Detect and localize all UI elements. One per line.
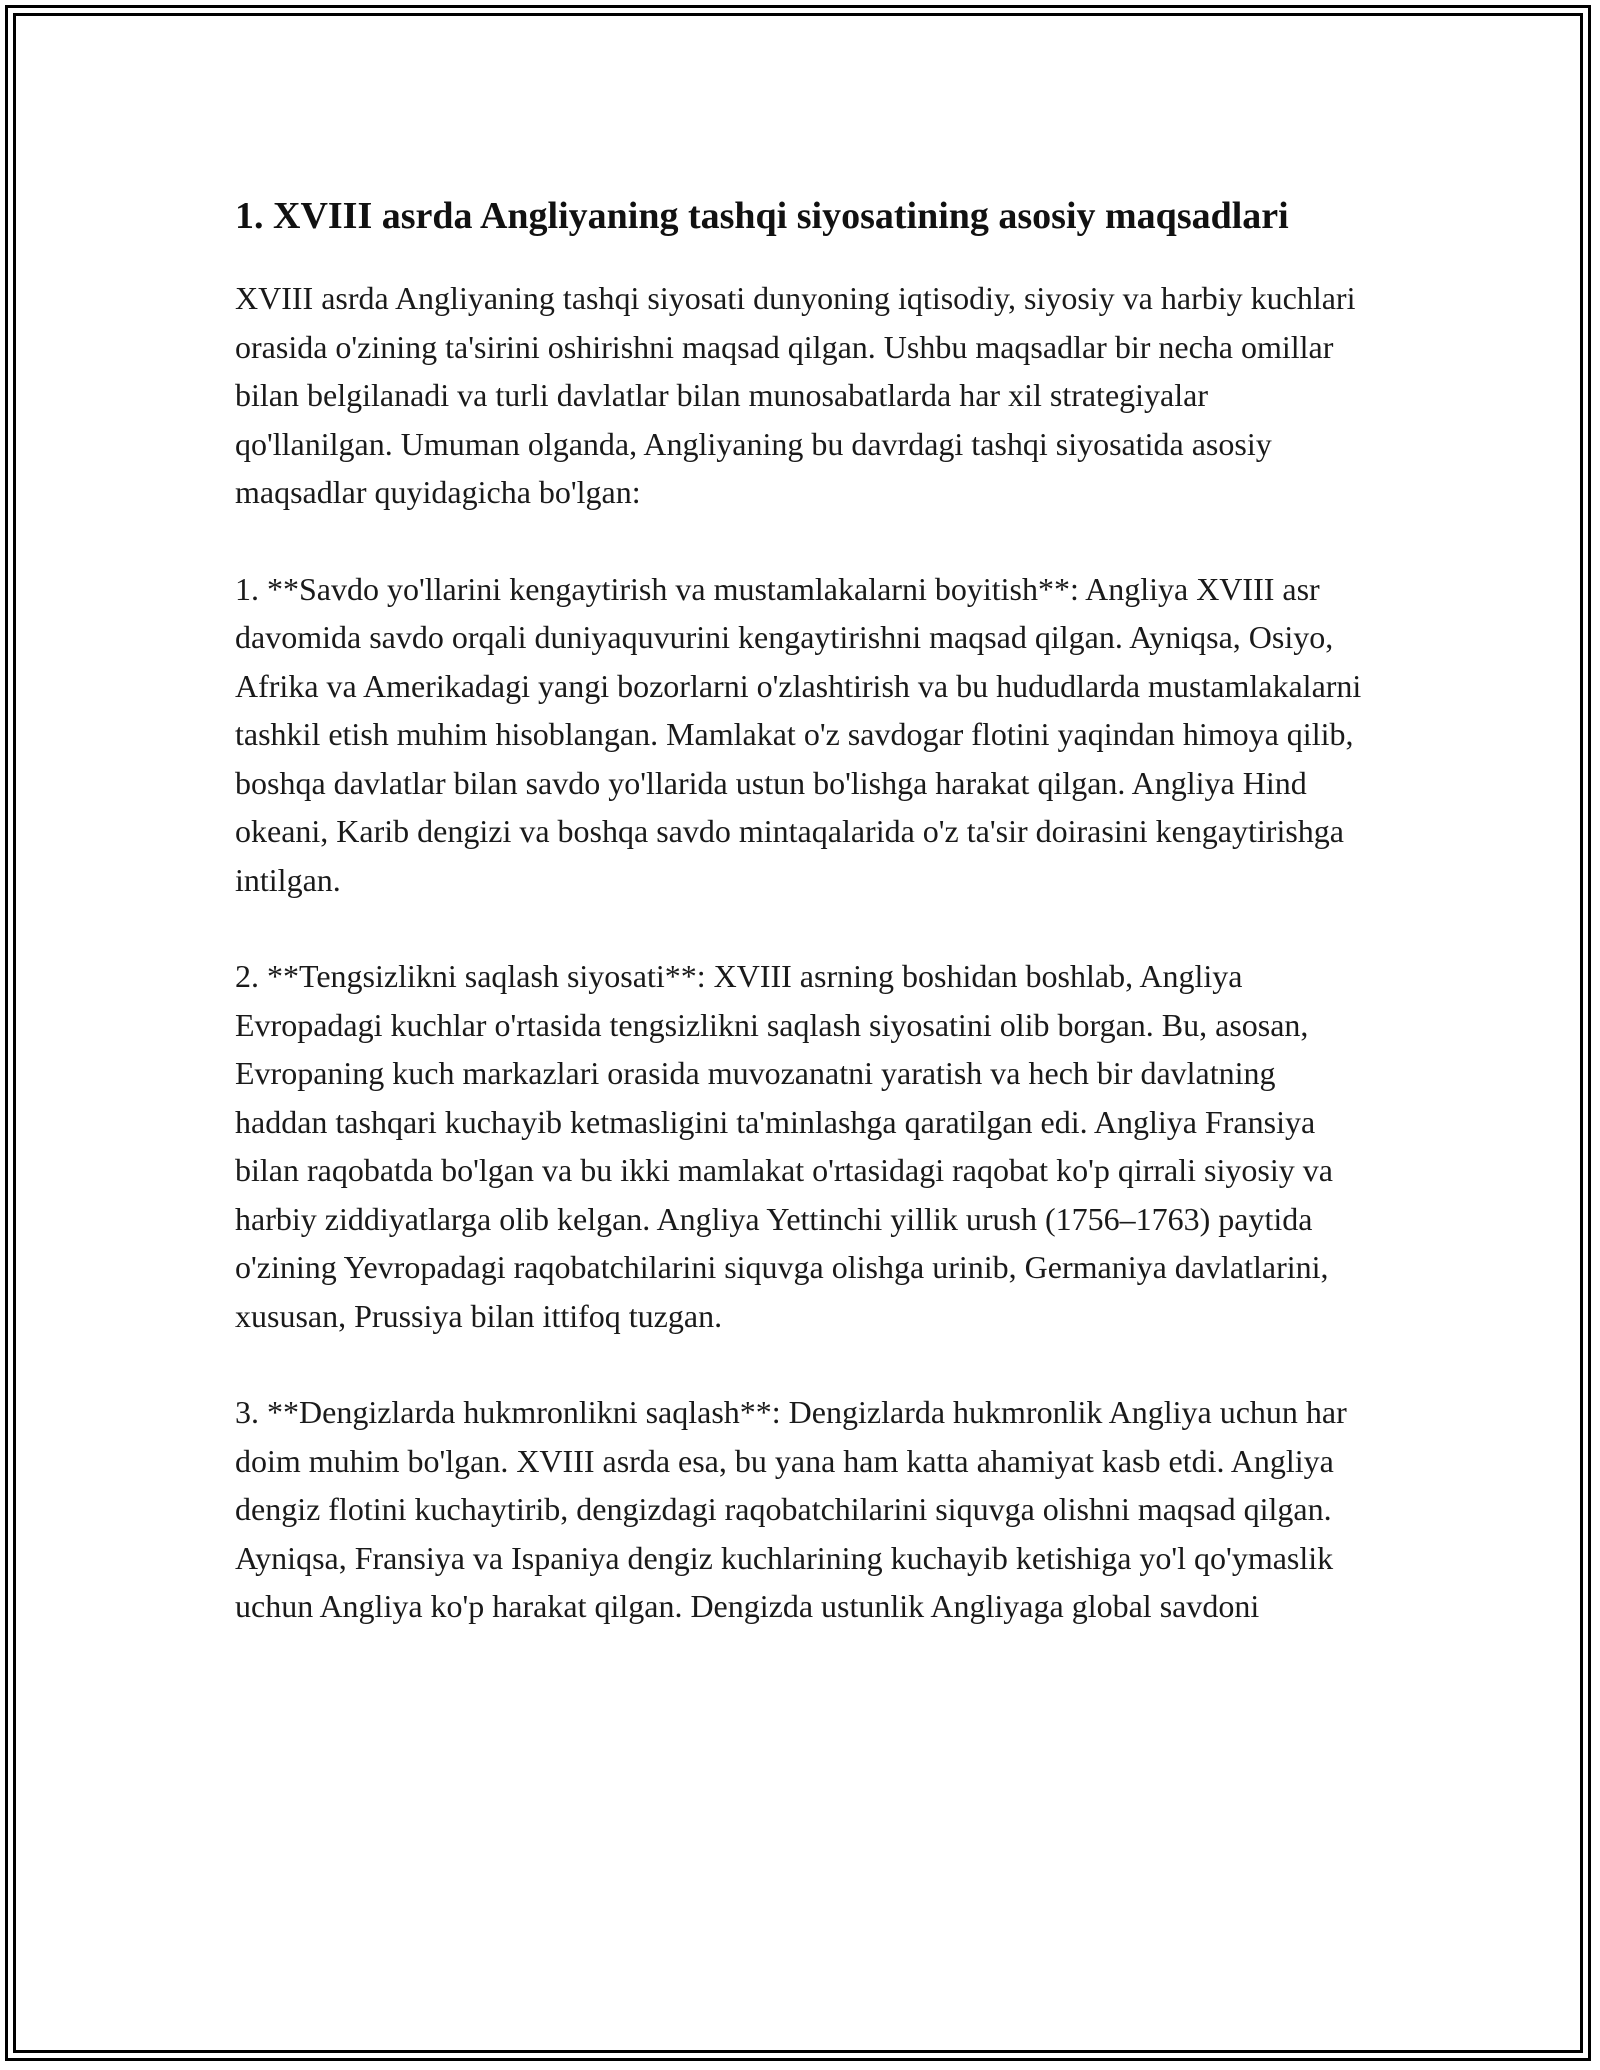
point-1-paragraph: 1. **Savdo yo'llarini kengaytirish va mustamlakalarni boyitish**: Angliya XVIII asr davomida savdo orqali duniyaquvurini kengaytirishni maqsad qilgan. Ayniqsa, Osiyo, Afrika va Amerikadagi yangi bozorlarni o'zlashtirish va bu hududlarda mustamlakalarni tashkil etish muhim hisoblangan. Mamlakat o'z savdogar flotini yaqindan himoya qilib, boshqa davlatlar bilan savdo yo'llarida ustun bo'lishga harakat qilgan. Angliya Hind okeani, Karib dengizi va boshqa savdo mintaqalarida o'z ta'sir doirasini kengaytirishga intilgan. (235, 570, 1362, 898)
document-body (235, 188, 1365, 1679)
point-3-paragraph: 3. **Dengizlarda hukmronlikni saqlash**: Dengizlarda hukmronlik Angliya uchun har doim muhim bo'lgan. XVIII asrda esa, bu yana ham katta ahamiyat kasb etdi. Angliya dengiz flotini kuchaytirib, dengizdagi raqobatchilarini siquvga olishni maqsad qilgan. Ayniqsa, Fransiya va Ispaniya dengiz kuchlarining kuchayib ketishiga yo'l qo'ymaslik uchun Angliya ko'p harakat qilgan. Dengizda ustunlik Angliyaga global savdoni (235, 1394, 1347, 1624)
point-2-paragraph: 2. **Tengsizlikni saqlash siyosati**: XVIII asrning boshidan boshlab, Angliya Evropadagi kuchlar o'rtasida tengsizlikni saqlash siyosatini olib borgan. Bu, asosan, Evropaning kuch markazlari orasida muvozanatni yaratish va hech bir davlatning haddan tashqari kuchayib ketmasligini ta'minlashga qaratilgan edi. Angliya Fransiya bilan raqobatda bo'lgan va bu ikki mamlakat o'rtasidagi raqobat ko'p qirrali siyosiy va harbiy ziddiyatlarga olib kelgan. Angliya Yettinchi yillik urush (1756–1763) paytida o'zining Yevropadagi raqobatchilarini siquvga olishga urinib, Germaniya davlatlarini, xususan, Prussiya bilan ittifoq tuzgan. (235, 958, 1333, 1334)
intro-paragraph: XVIII asrda Angliyaning tashqi siyosati dunyoning iqtisodiy, siyosiy va harbiy kuchlari orasida o'zining ta'sirini oshirishni maqsad qilgan. Ushbu maqsadlar bir necha omillar bilan belgilanadi va turli davlatlar bilan munosabatlarda har xil strategiyalar qo'llanilgan. Umuman olganda, Angliyaning bu davrdagi tashqi siyosatida asosiy maqsadlar quyidagicha bo'lgan: (235, 280, 1356, 510)
document-heading: 1. XVIII asrda Angliyaning tashqi siyosatining asosiy maqsadlari (235, 195, 1289, 237)
